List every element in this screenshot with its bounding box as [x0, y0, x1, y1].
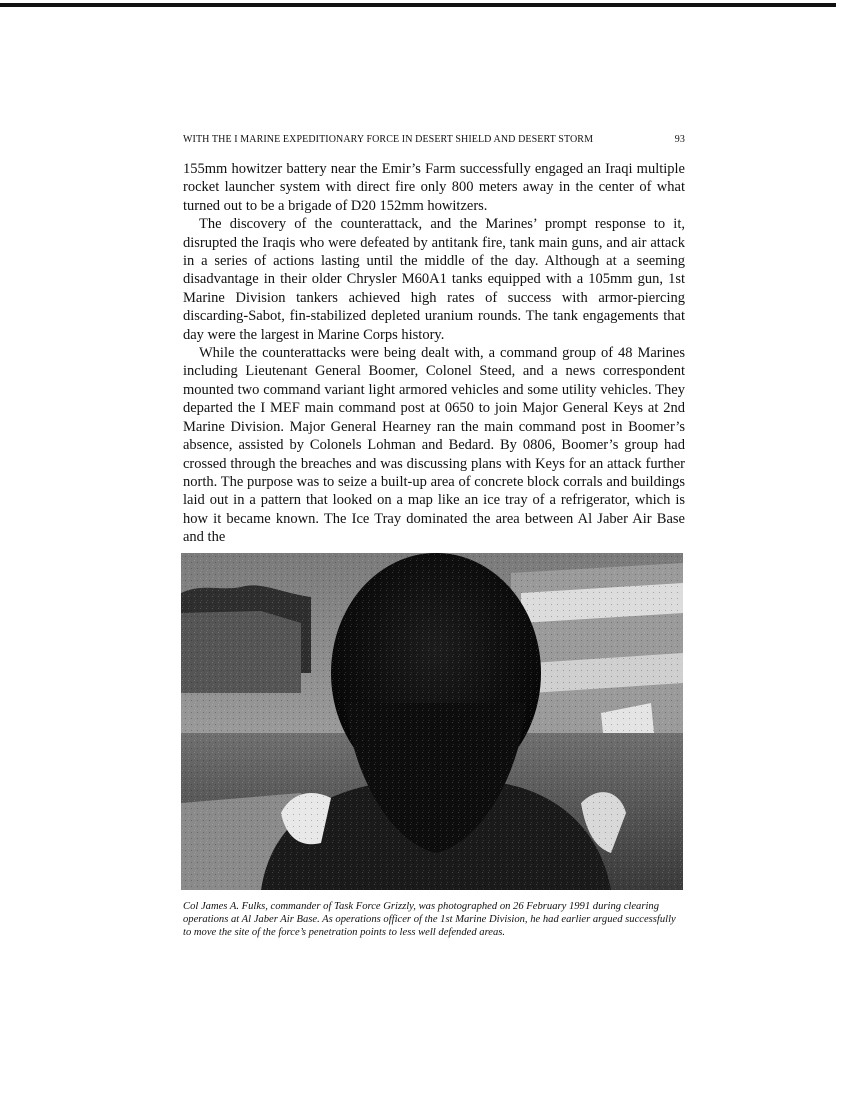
top-rule: [0, 3, 836, 7]
running-head-title: WITH THE I MARINE EXPEDITIONARY FORCE IN DESERT SHIELD AND DESERT STORM: [183, 134, 594, 145]
paragraph-3: While the counterattacks were being dealt with, a command group of 48 Marines including Lieutenant General Boomer, Colonel Steed, and a news correspondent mounted two command variant light armored vehicles and some utility vehicles. They departed the I MEF main command post at 0650 to join Major General Keys at 2nd Marine Division. Major General Hearney ran the main command post in Boomer’s absence, assisted by Colonels Lohman and Bedard. By 0806, Boomer’s group had crossed through the breaches and was discussing plans with Keys for an attack further north. The purpose was to seize a built-up area of concrete block corrals and buildings laid out in a pattern that looked on a map like an ice tray of a refrigerator, which is how it became known. The Ice Tray dominated the area between Al Jaber Air Base and the: [183, 345, 685, 546]
paragraph-2: The discovery of the counterattack, and the Marines’ prompt response to it, disrupted the Iraqis who were defeated by antitank fire, tank main guns, and air attack in a series of actions lasting until the middle of the day. Although at a seeming disadvantage in their older Chrysler M60A1 tanks equipped with a 105mm gun, 1st Marine Division tankers achieved high rates of success with armor-piercing discarding-Sabot, fin-stabilized depleted uranium rounds. The tank engagements that day were the largest in Marine Corps history.: [183, 216, 685, 343]
photograph-image: [181, 553, 683, 890]
body-text: [183, 160, 685, 547]
paragraph-1: 155mm howitzer battery near the Emir’s Farm successfully engaged an Iraqi multiple rocket launcher system with direct fire only 800 meters away in the center of what turned out to be a brigade of D20 152mm howitzers.: [183, 161, 685, 214]
page-number: 93: [674, 134, 685, 145]
photo-caption: Col James A. Fulks, commander of Task Force Grizzly, was photographed on 26 February 1991 during clearing operations at Al Jaber Air Base. As operations officer of the 1st Marine Division, he had earlier argued successfully to move the site of the force’s penetration points to less well defended areas.: [183, 901, 676, 938]
photograph: [181, 553, 683, 890]
